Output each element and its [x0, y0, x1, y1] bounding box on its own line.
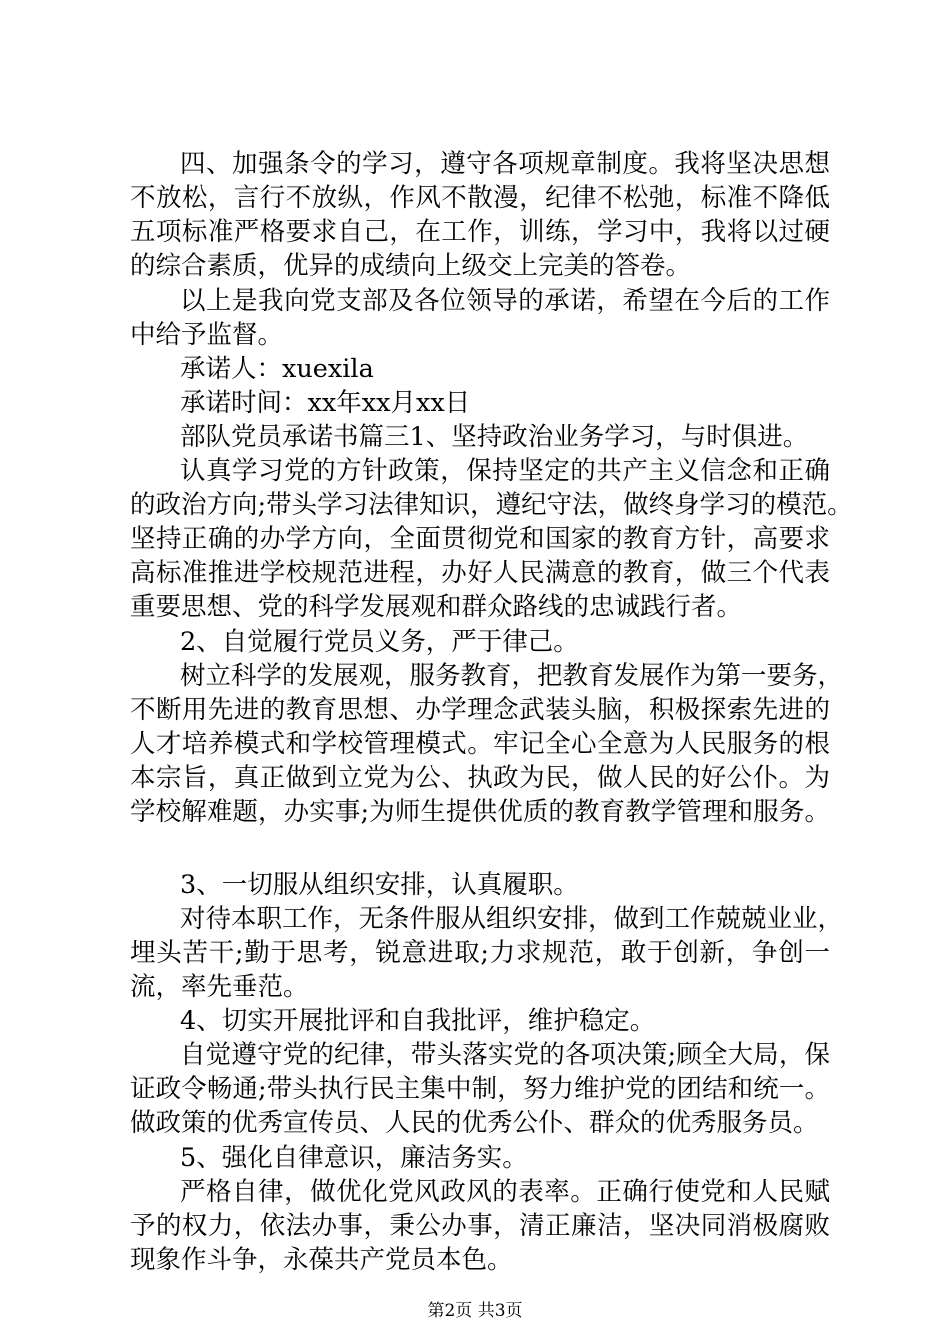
text-line: 5、强化自律意识，廉洁务实。	[180, 1143, 528, 1173]
text-line: 予的权力，依法办事，秉公办事，清正廉洁，坚决同消极腐败	[130, 1211, 830, 1241]
text-line: 树立科学的发展观，服务教育，把教育发展作为第一要务，	[180, 661, 844, 691]
text-line: 中给予监督。	[130, 320, 284, 350]
text-line: 部队党员承诺书篇三1、坚持政治业务学习，与时俱进。	[180, 422, 809, 452]
text-line: 重要思想、党的科学发展观和群众路线的忠诚践行者。	[130, 592, 743, 622]
text-line: 认真学习党的方针政策，保持坚定的共产主义信念和正确	[180, 456, 830, 486]
text-line: 承诺人：xuexila	[180, 354, 374, 384]
page-footer: 第2页 共3页	[427, 1301, 523, 1321]
text-line: 五项标准严格要求自己，在工作，训练，学习中，我将以过硬	[130, 217, 830, 247]
text-line: 高标准推进学校规范进程，办好人民满意的教育，做三个代表	[130, 558, 830, 588]
text-line: 埋头苦干;勤于思考，锐意进取;力求规范，敢于创新，争创一	[130, 938, 830, 968]
text-line: 以上是我向党支部及各位领导的承诺，希望在今后的工作	[180, 286, 830, 316]
text-line: 对待本职工作，无条件服从组织安排，做到工作兢兢业业，	[180, 904, 844, 934]
text-line: 证政令畅通;带头执行民主集中制，努力维护党的团结和统一。	[130, 1074, 830, 1104]
text-line: 的政治方向;带头学习法律知识，遵纪守法，做终身学习的模范。	[130, 490, 853, 520]
text-line: 2、自觉履行党员义务，严于律己。	[180, 627, 579, 657]
text-line: 4、切实开展批评和自我批评，维护稳定。	[180, 1006, 656, 1036]
text-line: 严格自律，做优化党风政风的表率。正确行使党和人民赋	[180, 1177, 830, 1207]
text-line: 坚持正确的办学方向，全面贯彻党和国家的教育方针，高要求	[130, 524, 830, 554]
text-line: 3、一切服从组织安排，认真履职。	[180, 870, 579, 900]
text-line: 人才培养模式和学校管理模式。牢记全心全意为人民服务的根	[130, 729, 830, 759]
text-line: 不放松，言行不放纵，作风不散漫，纪律不松弛，标准不降低	[130, 183, 830, 213]
text-line: 流，率先垂范。	[130, 972, 309, 1002]
text-line: 四、加强条令的学习，遵守各项规章制度。我将坚决思想	[180, 149, 830, 179]
text-line: 的综合素质，优异的成绩向上级交上完美的答卷。	[130, 251, 692, 281]
text-line: 学校解难题，办实事;为师生提供优质的教育教学管理和服务。	[130, 797, 830, 827]
text-line: 本宗旨，真正做到立党为公、执政为民，做人民的好公仆。为	[130, 763, 830, 793]
text-line: 不断用先进的教育思想、办学理念武装头脑，积极探索先进的	[130, 695, 830, 725]
text-line: 承诺时间：xx年xx月xx日	[180, 388, 471, 418]
text-line: 自觉遵守党的纪律，带头落实党的各项决策;顾全大局，保	[180, 1040, 830, 1070]
text-line: 现象作斗争，永葆共产党员本色。	[130, 1245, 513, 1275]
text-line: 做政策的优秀宣传员、人民的优秀公仆、群众的优秀服务员。	[130, 1108, 819, 1138]
